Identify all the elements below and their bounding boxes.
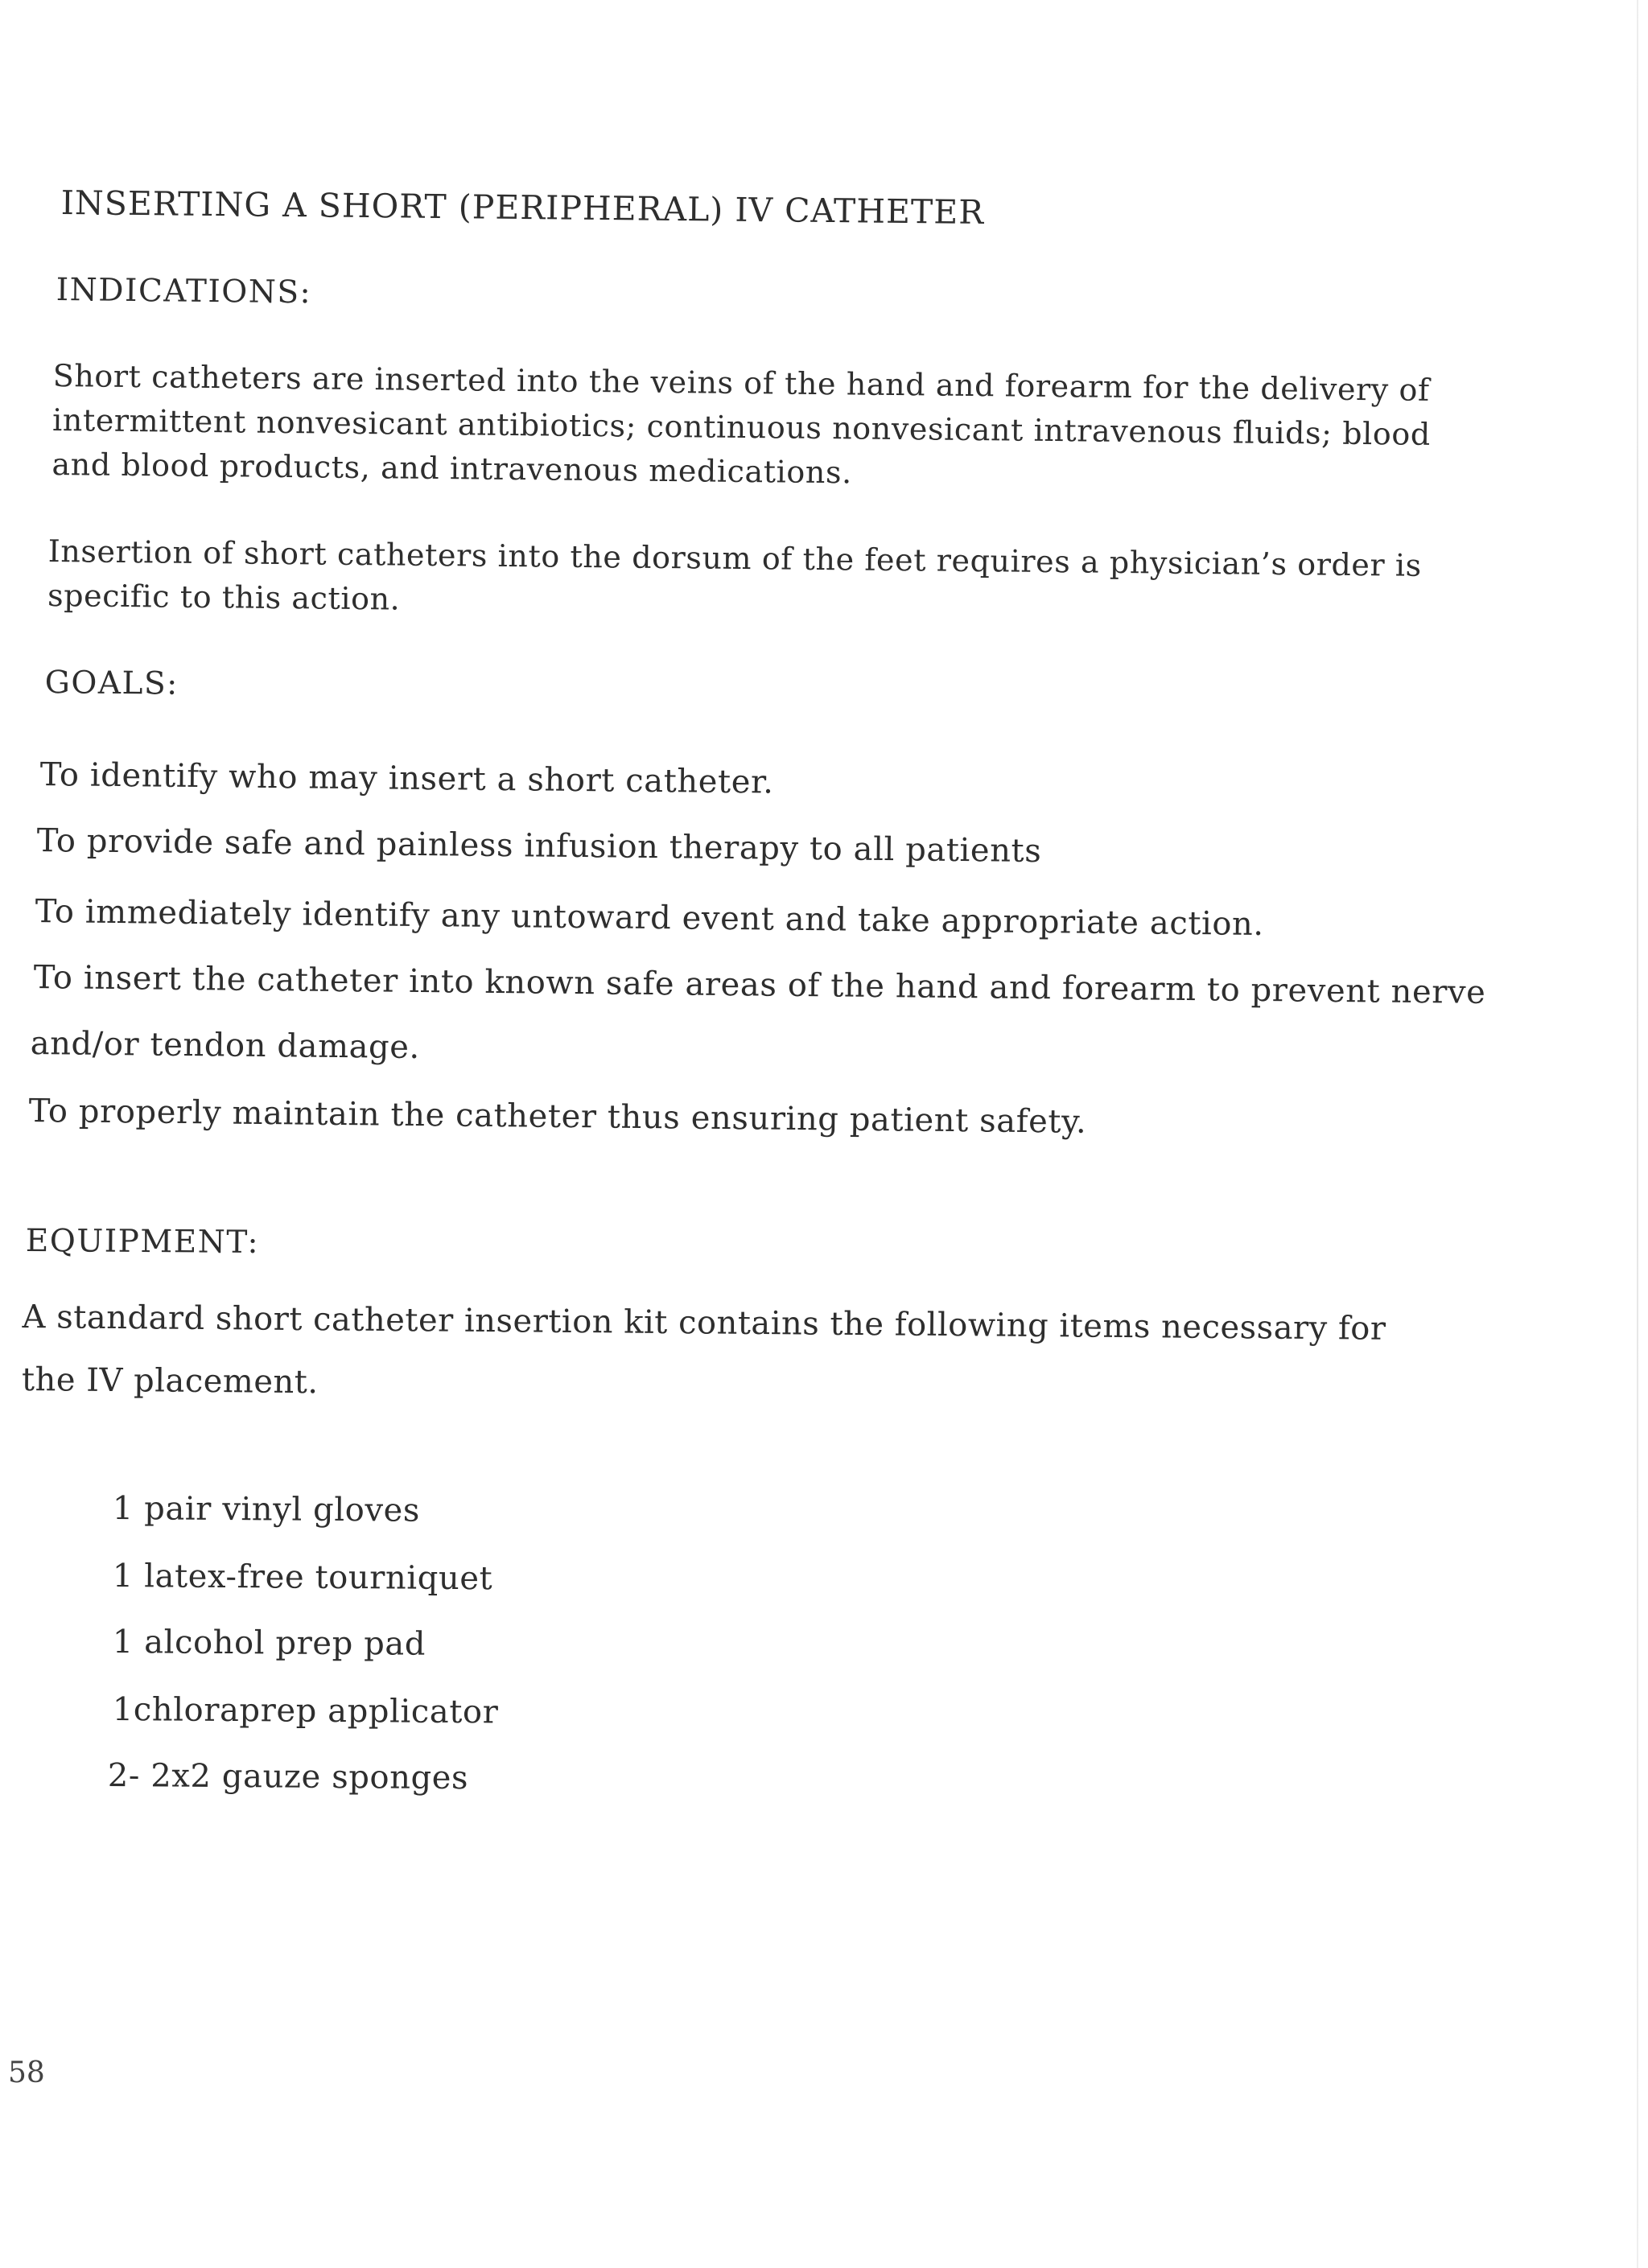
- kit-item: 1 latex-free tourniquet: [112, 1558, 493, 1598]
- page-number: 58: [8, 2056, 45, 2089]
- goal-item: To provide safe and painless infusion therapy to all patients: [36, 822, 1042, 871]
- indications-heading: INDICATIONS:: [56, 272, 312, 311]
- goal-item: To properly maintain the catheter thus ensuring patient safety.: [28, 1093, 1087, 1141]
- equipment-heading: EQUIPMENT:: [25, 1223, 260, 1262]
- indications-paragraph-2: Insertion of short catheters into the dorsum of the feet requires a physician’s order is specific to this action.: [47, 533, 1423, 617]
- goal-item: To identify who may insert a short catheter.: [39, 756, 774, 801]
- indications-paragraph-1: Short catheters are inserted into the veins of the hand and forearm for the delivery of intermittent nonvesicant antibiotics; continuous nonvesicant intravenous fluids; blood and blood products, and intravenous medications.: [52, 357, 1431, 491]
- goal-item: To insert the catheter into known safe areas of the hand and forearm to prevent nerve: [33, 959, 1486, 1011]
- equipment-description: A standard short catheter insertion kit contains the following items necessary for the IV placement.: [21, 1298, 1386, 1402]
- goals-heading: GOALS:: [44, 665, 179, 702]
- goal-item: To immediately identify any untoward event and take appropriate action.: [35, 893, 1264, 943]
- goal-item: and/or tendon damage.: [30, 1025, 421, 1067]
- document-title: INSERTING A SHORT (PERIPHERAL) IV CATHETER: [60, 183, 985, 233]
- kit-item: 1chloraprep applicator: [112, 1691, 499, 1731]
- scan-edge-shadow: [1637, 0, 1638, 2268]
- kit-item: 1 alcohol prep pad: [112, 1624, 426, 1663]
- kit-item: 2- 2x2 gauze sponges: [107, 1757, 469, 1797]
- kit-item: 1 pair vinyl gloves: [112, 1490, 421, 1529]
